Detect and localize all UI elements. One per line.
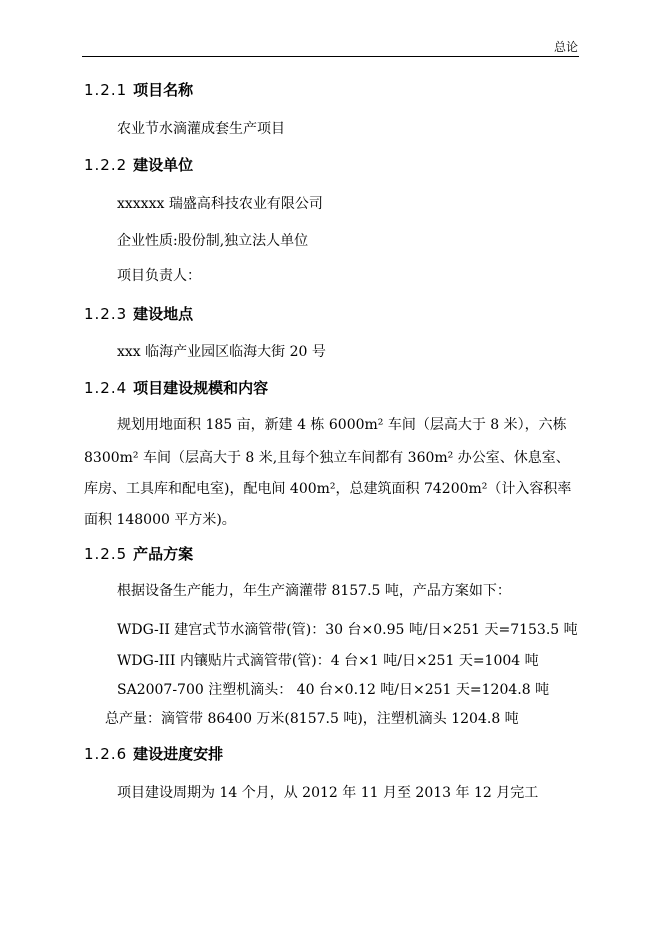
scope-line-3: 库房、工具库和配电室)，配电间 400m²，总建筑面积 74200m²（计入容积率 [84, 481, 572, 497]
section-number: 1.2.5 [84, 545, 128, 563]
product-intro-text: 根据设备生产能力，年生产滴灌带 8157.5 吨，产品方案如下： [117, 583, 511, 599]
section-heading-1-2-4 [84, 377, 268, 398]
section-title: 建设单位 [133, 156, 194, 174]
section-number: 1.2.6 [84, 745, 128, 763]
section-number: 1.2.2 [84, 156, 128, 174]
company-type-text: 企业性质:股份制,独立法人单位 [117, 233, 309, 249]
scope-line-1: 规划用地面积 185 亩，新建 4 栋 6000m² 车间（层高大于 8 米），六栋 [117, 417, 567, 433]
scope-line-2: 8300m² 车间（层高大于 8 米,且每个独立车间都有 360m² 办公室、休息室、 [84, 450, 570, 466]
product-line-wdg2: WDG-II 建宫式节水滴管带(管)：30 台×0.95 吨/日×251 天=7153.5 吨 [117, 622, 578, 638]
section-heading-1-2-3 [84, 303, 193, 324]
location-text: xxx 临海产业园区临海大街 20 号 [117, 344, 326, 360]
section-heading-1-2-6 [84, 743, 223, 764]
section-title: 建设地点 [133, 305, 194, 323]
product-line-sa2007: SA2007-700 注塑机滴头： 40 台×0.12 吨/日×251 天=1204.8 吨 [117, 682, 550, 698]
section-heading-1-2-1 [84, 79, 193, 100]
company-name-text: xxxxxx 瑞盛高科技农业有限公司 [117, 196, 323, 212]
section-heading-1-2-2 [84, 154, 193, 175]
section-title: 建设进度安排 [133, 745, 224, 763]
running-header: 总论 [553, 40, 578, 54]
schedule-text: 项目建设周期为 14 个月，从 2012 年 11 月至 2013 年 12 月完工 [117, 785, 539, 801]
section-heading-1-2-5 [84, 543, 193, 564]
header-rule [82, 56, 579, 57]
section-number: 1.2.4 [84, 379, 128, 397]
section-title: 产品方案 [133, 545, 194, 563]
product-line-wdg3: WDG-III 内镶贴片式滴管带(管)：4 台×1 吨/日×251 天=1004 吨 [117, 653, 539, 669]
product-total-line: 总产量：滴管带 86400 万米(8157.5 吨)，注塑机滴头 1204.8 吨 [105, 711, 519, 727]
project-name-text: 农业节水滴灌成套生产项目 [117, 121, 285, 137]
scope-line-4: 面积 148000 平方米)。 [84, 512, 236, 528]
section-title: 项目名称 [133, 81, 194, 99]
project-manager-text: 项目负责人： [117, 268, 201, 284]
section-number: 1.2.1 [84, 81, 128, 99]
section-title: 项目建设规模和内容 [133, 379, 269, 397]
section-number: 1.2.3 [84, 305, 128, 323]
